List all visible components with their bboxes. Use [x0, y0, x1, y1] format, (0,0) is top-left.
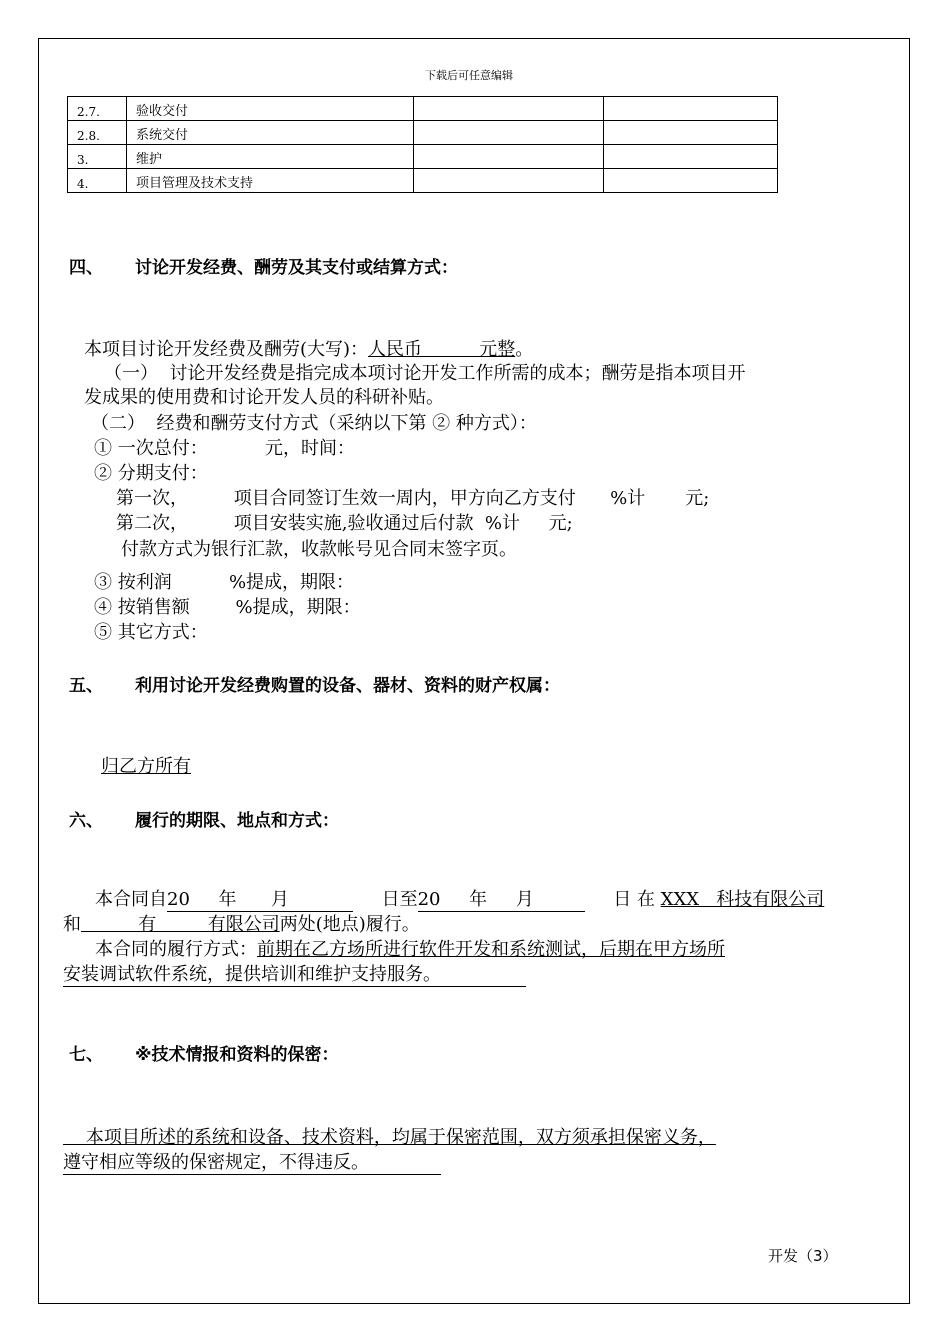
- party-a-name: 有 有限公司: [81, 914, 280, 935]
- fee-amount-label: 本项目讨论开发经费及酬劳(大写)：: [84, 339, 369, 360]
- task-name: 验收交付: [127, 97, 414, 121]
- performance-method-text: 前期在乙方场所进行软件开发和系统测试，后期在甲方场所: [257, 939, 725, 960]
- task-number: 3.: [68, 145, 127, 169]
- empty-cell: [604, 169, 778, 193]
- payment-option-4: ④ 按销售额 %提成，期限：: [94, 597, 361, 618]
- task-number: 2.7.: [68, 97, 127, 121]
- fee-amount-suffix: 。: [515, 339, 534, 360]
- section-title: 讨论开发经费、酬劳及其支付或结算方式：: [135, 258, 458, 278]
- text-segment: 日至: [353, 889, 418, 910]
- section-title: ※技术情报和资料的保密：: [135, 1045, 339, 1065]
- fee-amount-value: 人民币 元整: [368, 339, 516, 360]
- section-title: 履行的期限、地点和方式：: [135, 811, 339, 831]
- header-note: 下载后可任意编辑: [425, 69, 513, 82]
- section-title: 利用讨论开发经费购置的设备、器材、资料的财产权属：: [135, 676, 560, 696]
- empty-cell: [414, 121, 604, 145]
- task-number: 4.: [68, 169, 127, 193]
- section-index: 七、: [69, 1045, 103, 1065]
- text-segment: 日 在: [584, 889, 661, 910]
- section-index: 四、: [69, 258, 103, 278]
- page-label: 开发（3）: [768, 1247, 838, 1265]
- task-number: 2.8.: [68, 121, 127, 145]
- table-row: [68, 97, 778, 121]
- empty-cell: [604, 97, 778, 121]
- section-heading-7: [69, 1040, 339, 1065]
- section-index: 五、: [69, 676, 103, 696]
- section-index: 六、: [69, 811, 103, 831]
- empty-cell: [414, 145, 604, 169]
- task-name: 项目管理及技术支持: [127, 169, 414, 193]
- task-name: 系统交付: [127, 121, 414, 145]
- table-row: [68, 145, 778, 169]
- end-date-field: 20 年 月: [418, 885, 585, 912]
- payment-option-5: ⑤ 其它方式：: [94, 622, 208, 643]
- text-segment: 本合同自: [95, 889, 167, 910]
- performance-method-text: 安装调试软件系统，提供培训和维护支持服务。: [63, 960, 526, 987]
- confidentiality-text: 遵守相应等级的保密规定，不得违反。: [63, 1148, 441, 1175]
- task-name: 维护: [127, 145, 414, 169]
- term-place-line1: [95, 885, 824, 912]
- payment-option-3: ③ 按利润 %提成，期限：: [94, 572, 355, 593]
- payment-option-1: ① 一次总付： 元，时间：: [94, 438, 355, 459]
- confidentiality-line2: [63, 1148, 441, 1175]
- party-b-name: XXX 科技有限公司: [660, 889, 825, 910]
- performance-method-line1: [95, 935, 725, 961]
- text-segment: 和: [63, 914, 81, 935]
- empty-cell: [414, 169, 604, 193]
- task-table: [67, 96, 778, 193]
- section-heading-4: [69, 253, 458, 278]
- performance-method-line2: [63, 960, 526, 987]
- fee-definition-line2: 发成果的使用费和讨论开发人员的科研补贴。: [84, 387, 444, 408]
- section-heading-6: [69, 806, 339, 831]
- payment-method-heading: （二） 经费和酬劳支付方式（采纳以下第 ② 种方式）：: [91, 413, 537, 434]
- empty-cell: [414, 97, 604, 121]
- property-owner: 归乙方所有: [101, 756, 191, 777]
- payment-account-note: 付款方式为银行汇款，收款帐号见合同末签字页。: [121, 539, 517, 560]
- empty-cell: [604, 145, 778, 169]
- table-row: [68, 121, 778, 145]
- text-segment: 两处(地点)履行。: [279, 914, 420, 935]
- installment-second: 第二次， 项目安装实施,验收通过后付款 %计 元;: [116, 513, 573, 534]
- fee-definition-line1: （一） 讨论开发经费是指完成本项讨论开发工作所需的成本；酬劳是指本项目开: [104, 363, 746, 384]
- empty-cell: [604, 121, 778, 145]
- table-row: [68, 169, 778, 193]
- start-date-field: 20 年 月: [167, 885, 353, 912]
- text-segment: 本合同的履行方式：: [95, 939, 257, 960]
- fee-amount-line: [84, 335, 533, 361]
- installment-first: 第一次， 项目合同签订生效一周内，甲方向乙方支付 %计 元;: [116, 488, 710, 509]
- payment-option-2: ② 分期支付：: [94, 463, 208, 484]
- term-place-line2: [63, 910, 420, 936]
- section-heading-5: [69, 671, 560, 696]
- confidentiality-line1: 本项目所述的系统和设备、技术资料，均属于保密范围，双方须承担保密义务，: [63, 1127, 716, 1148]
